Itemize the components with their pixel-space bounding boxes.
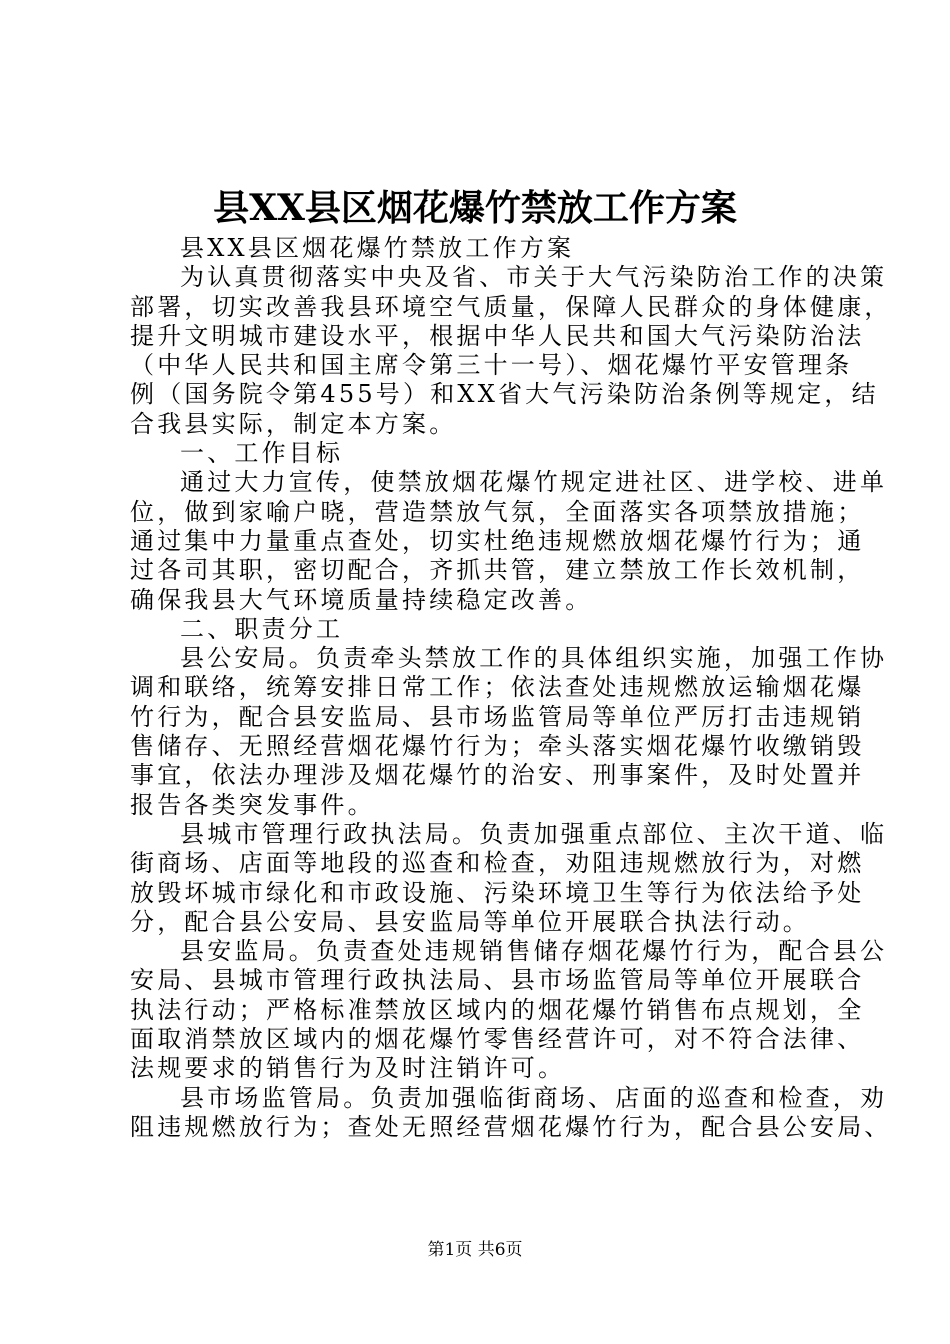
body-text-line: 面取消禁放区域内的烟花爆竹零售经营许可，对不符合法律、 [130,1025,865,1054]
body-text-line: 县城市管理行政执法局。负责加强重点部位、主次干道、临 [180,819,888,848]
body-text-line: 县XX县区烟花爆竹禁放工作方案 [180,234,575,262]
body-text-line: 例（国务院令第455号）和XX省大气污染防治条例等规定，结 [130,380,879,409]
document-body [130,234,892,1142]
body-text-line: 通过集中力量重点查处，切实杜绝违规燃放烟花爆竹行为；通 [130,526,865,555]
body-text-line: 事宜，依法办理涉及烟花爆竹的治安、刑事案件，及时处置并 [130,761,865,790]
body-text-line: 执法行动；严格标准禁放区域内的烟花爆竹销售布点规划，全 [130,995,865,1024]
body-text-line: 县公安局。负责牵头禁放工作的具体组织实施，加强工作协 [180,644,888,673]
body-text-line: 二、职责分工 [180,614,344,643]
body-text-line: 法规要求的销售行为及时注销许可。 [130,1054,566,1083]
body-text-line: 售储存、无照经营烟花爆竹行为；牵头落实烟花爆竹收缴销毁 [130,732,865,761]
body-text-line: 县市场监管局。负责加强临街商场、店面的巡查和检查，劝 [180,1083,888,1112]
body-text-line: 报告各类突发事件。 [130,790,375,819]
body-text-line: 调和联络，统筹安排日常工作；依法查处违规燃放运输烟花爆 [130,673,865,702]
body-text-line: 部署，切实改善我县环境空气质量，保障人民群众的身体健康， [130,292,892,321]
body-text-line: 合我县实际，制定本方案。 [130,409,457,438]
body-text-line: 阻违规燃放行为；查处无照经营烟花爆竹行为，配合县公安局、 [130,1112,892,1141]
body-text-line: 为认真贯彻落实中央及省、市关于大气污染防治工作的决策 [180,263,888,292]
page-footer: 第1页 共6页 [427,1240,523,1260]
body-text-line: 确保我县大气环境质量持续稳定改善。 [130,585,593,614]
body-text-line: （中华人民共和国主席令第三十一号）、烟花爆竹平安管理条 [130,351,853,380]
body-text-line: 分，配合县公安局、县安监局等单位开展联合执法行动。 [130,907,810,936]
body-text-line: 街商场、店面等地段的巡查和检查，劝阻违规燃放行为，对燃 [130,849,865,878]
body-text-line: 放毁坏城市绿化和市政设施、污染环境卫生等行为依法给予处 [130,878,865,907]
document-title: 县XX县区烟花爆竹禁放工作方案 [213,187,737,229]
body-text-line: 县安监局。负责查处违规销售储存烟花爆竹行为，配合县公 [180,937,888,966]
body-text-line: 提升文明城市建设水平，根据中华人民共和国大气污染防治法 [130,321,865,350]
body-text-line: 一、工作目标 [180,439,344,468]
body-text-line: 过各司其职，密切配合，齐抓共管，建立禁放工作长效机制， [130,556,865,585]
body-text-line: 竹行为，配合县安监局、县市场监管局等单位严厉打击违规销 [130,702,865,731]
body-text-line: 通过大力宣传，使禁放烟花爆竹规定进社区、进学校、进单 [180,468,888,497]
body-text-line: 安局、县城市管理行政执法局、县市场监管局等单位开展联合 [130,966,865,995]
body-text-line: 位，做到家喻户晓，营造禁放气氛，全面落实各项禁放措施； [130,497,865,526]
